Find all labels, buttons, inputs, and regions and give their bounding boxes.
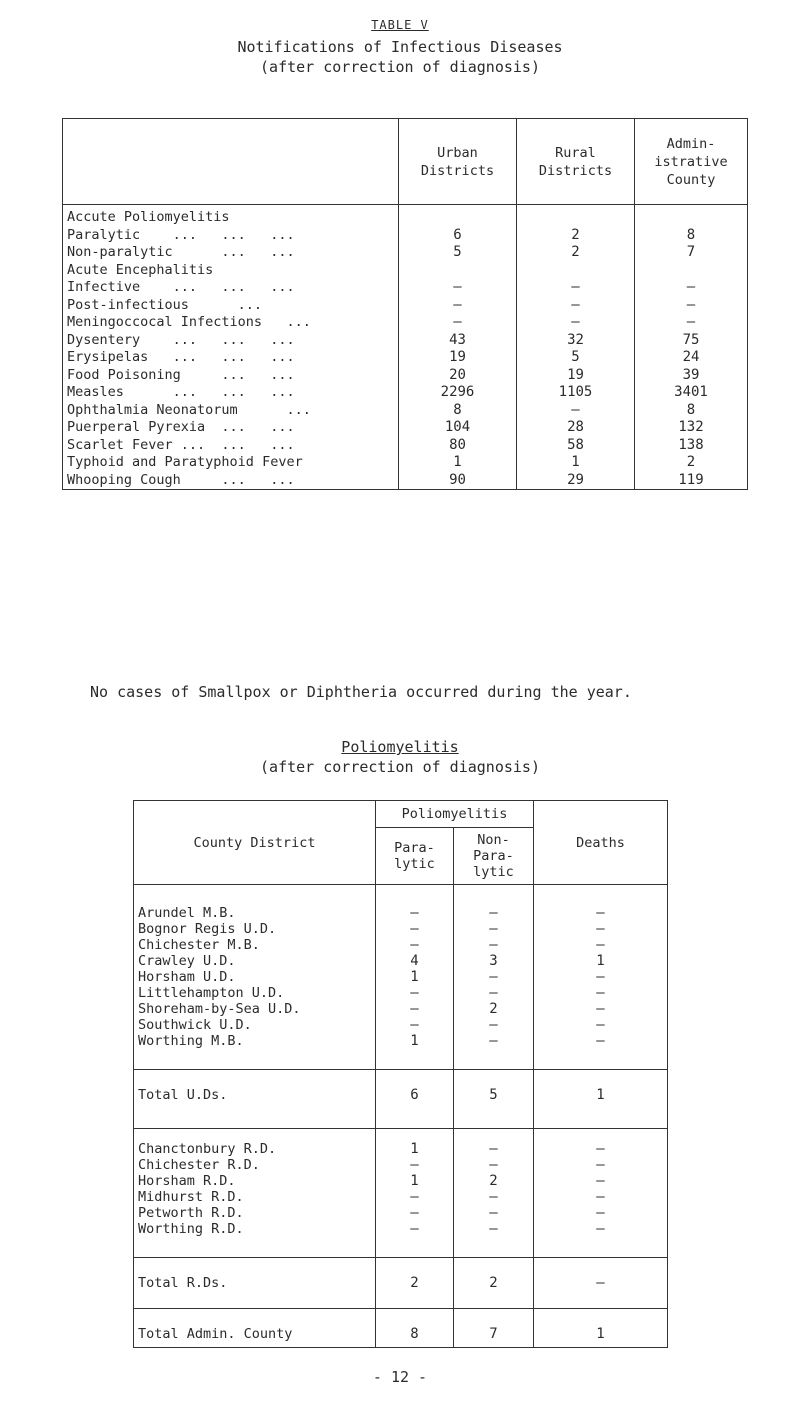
spacer-cell xyxy=(134,1296,376,1309)
district-name: Shoreham-by-Sea U.D. xyxy=(134,1001,376,1017)
rural-count: 5 xyxy=(517,349,635,367)
table-row xyxy=(134,1141,668,1157)
urban-count: 8 xyxy=(399,402,517,420)
paralytic-count: 1 xyxy=(376,1141,454,1157)
disease-name: Accute Poliomyelitis xyxy=(63,205,399,227)
table-row xyxy=(134,937,668,953)
paralytic-count: – xyxy=(376,1221,454,1237)
polio-header-row-1 xyxy=(134,801,668,828)
spacer-cell xyxy=(534,885,668,906)
non-paralytic-count: – xyxy=(454,985,534,1001)
deaths-count: – xyxy=(534,1001,668,1017)
spacer-row xyxy=(134,1237,668,1258)
non-paralytic-count: 5 xyxy=(454,1082,534,1108)
district-name: Bognor Regis U.D. xyxy=(134,921,376,937)
rural-count: 2 xyxy=(517,244,635,262)
rural-count: 29 xyxy=(517,472,635,490)
urban-count xyxy=(399,205,517,227)
disease-name: Paralytic ... ... ... xyxy=(63,227,399,245)
table-label: TABLE V xyxy=(371,18,429,32)
spacer-cell xyxy=(454,1108,534,1129)
deaths-count: 1 xyxy=(534,953,668,969)
spacer-cell xyxy=(376,1070,454,1083)
spacer-cell xyxy=(134,1108,376,1129)
poliomyelitis-group-header: Poliomyelitis xyxy=(376,801,534,828)
rural-count: 28 xyxy=(517,419,635,437)
spacer-cell xyxy=(376,1296,454,1309)
table-row xyxy=(63,332,748,350)
county-district-header: County District xyxy=(134,801,376,885)
paralytic-count: – xyxy=(376,1157,454,1173)
table-row xyxy=(63,205,748,227)
spacer-cell xyxy=(534,1309,668,1322)
table-row xyxy=(134,1173,668,1189)
spacer-row xyxy=(134,1108,668,1129)
urban-count: – xyxy=(399,297,517,315)
spacer-cell xyxy=(376,1049,454,1070)
county-column-header: Admin- istrative County xyxy=(635,119,748,205)
county-count: 24 xyxy=(635,349,748,367)
spacer-row xyxy=(134,1309,668,1322)
district-name: Total Admin. County xyxy=(134,1321,376,1348)
spacer-cell xyxy=(134,1258,376,1271)
paralytic-header: Para- lytic xyxy=(376,828,454,885)
table-row xyxy=(63,244,748,262)
table-row xyxy=(63,419,748,437)
table-row xyxy=(63,437,748,455)
urban-count: 90 xyxy=(399,472,517,490)
county-count: – xyxy=(635,314,748,332)
county-count: 2 xyxy=(635,454,748,472)
county-count: 8 xyxy=(635,402,748,420)
notifications-header-row xyxy=(63,119,748,205)
county-count: 132 xyxy=(635,419,748,437)
table-row xyxy=(134,1189,668,1205)
table-row xyxy=(134,1221,668,1237)
spacer-cell xyxy=(134,1070,376,1083)
spacer-row xyxy=(134,1129,668,1142)
spacer-cell xyxy=(376,1258,454,1271)
rural-count: 32 xyxy=(517,332,635,350)
urban-count: 5 xyxy=(399,244,517,262)
deaths-count: – xyxy=(534,1270,668,1296)
table-row xyxy=(63,402,748,420)
county-count: 75 xyxy=(635,332,748,350)
paralytic-count: 1 xyxy=(376,1173,454,1189)
spacer-cell xyxy=(454,1237,534,1258)
spacer-cell xyxy=(134,1309,376,1322)
spacer-cell xyxy=(134,1237,376,1258)
notifications-table xyxy=(62,118,748,490)
spacer-row xyxy=(134,885,668,906)
table-row xyxy=(63,279,748,297)
district-name: Horsham U.D. xyxy=(134,969,376,985)
disease-name: Dysentery ... ... ... xyxy=(63,332,399,350)
non-paralytic-count: 2 xyxy=(454,1001,534,1017)
deaths-count: – xyxy=(534,985,668,1001)
deaths-count: – xyxy=(534,921,668,937)
urban-count: 20 xyxy=(399,367,517,385)
county-count: – xyxy=(635,279,748,297)
disease-name: Ophthalmia Neonatorum ... xyxy=(63,402,399,420)
disease-name: Typhoid and Paratyphoid Fever xyxy=(63,454,399,472)
disease-name: Erysipelas ... ... ... xyxy=(63,349,399,367)
rural-count: – xyxy=(517,297,635,315)
table-row xyxy=(63,367,748,385)
county-count: 8 xyxy=(635,227,748,245)
table-row xyxy=(63,349,748,367)
paralytic-count: 6 xyxy=(376,1082,454,1108)
spacer-cell xyxy=(454,1129,534,1142)
urban-count: 1 xyxy=(399,454,517,472)
disease-name: Post-infectious ... xyxy=(63,297,399,315)
spacer-cell xyxy=(534,1129,668,1142)
deaths-count: – xyxy=(534,905,668,921)
district-name: Littlehampton U.D. xyxy=(134,985,376,1001)
spacer-cell xyxy=(376,1237,454,1258)
district-name: Total R.Ds. xyxy=(134,1270,376,1296)
table-row xyxy=(134,1157,668,1173)
rural-column-header: Rural Districts xyxy=(517,119,635,205)
rural-count xyxy=(517,205,635,227)
paralytic-count: 8 xyxy=(376,1321,454,1348)
non-paralytic-count: – xyxy=(454,1189,534,1205)
urban-count: 80 xyxy=(399,437,517,455)
district-name: Southwick U.D. xyxy=(134,1017,376,1033)
table-row xyxy=(134,905,668,921)
district-name: Petworth R.D. xyxy=(134,1205,376,1221)
smallpox-note: No cases of Smallpox or Diphtheria occurred during the year. xyxy=(90,683,632,701)
spacer-cell xyxy=(534,1237,668,1258)
deaths-count: 1 xyxy=(534,1082,668,1108)
urban-column-header: Urban Districts xyxy=(399,119,517,205)
district-name: Crawley U.D. xyxy=(134,953,376,969)
table-row xyxy=(63,297,748,315)
rural-count: 58 xyxy=(517,437,635,455)
disease-name: Puerperal Pyrexia ... ... xyxy=(63,419,399,437)
county-count: 7 xyxy=(635,244,748,262)
district-name: Chichester M.B. xyxy=(134,937,376,953)
paralytic-count: 4 xyxy=(376,953,454,969)
spacer-cell xyxy=(534,1296,668,1309)
table-row xyxy=(134,1205,668,1221)
spacer-row xyxy=(134,1049,668,1070)
non-paralytic-count: – xyxy=(454,1033,534,1049)
rural-count: 19 xyxy=(517,367,635,385)
polio-subtitle: (after correction of diagnosis) xyxy=(260,758,540,776)
polio-title: Poliomyelitis xyxy=(341,738,459,756)
deaths-count: 1 xyxy=(534,1321,668,1348)
spacer-cell xyxy=(376,885,454,906)
paralytic-count: – xyxy=(376,985,454,1001)
disease-name: Scarlet Fever ... ... ... xyxy=(63,437,399,455)
total-urban-row xyxy=(134,1082,668,1108)
spacer-cell xyxy=(454,885,534,906)
spacer-cell xyxy=(454,1070,534,1083)
urban-count: – xyxy=(399,279,517,297)
spacer-cell xyxy=(534,1108,668,1129)
urban-count xyxy=(399,262,517,280)
non-paralytic-count: 7 xyxy=(454,1321,534,1348)
non-paralytic-count: 2 xyxy=(454,1173,534,1189)
paralytic-count: – xyxy=(376,1189,454,1205)
deaths-count: – xyxy=(534,969,668,985)
paralytic-count: – xyxy=(376,905,454,921)
disease-name: Measles ... ... ... xyxy=(63,384,399,402)
table-row xyxy=(63,227,748,245)
non-paralytic-count: – xyxy=(454,905,534,921)
district-name: Arundel M.B. xyxy=(134,905,376,921)
spacer-row xyxy=(134,1258,668,1271)
disease-name: Meningoccocal Infections ... xyxy=(63,314,399,332)
non-paralytic-count: – xyxy=(454,937,534,953)
district-name: Midhurst R.D. xyxy=(134,1189,376,1205)
table-row xyxy=(63,314,748,332)
county-count xyxy=(635,205,748,227)
urban-count: 43 xyxy=(399,332,517,350)
disease-name: Whooping Cough ... ... xyxy=(63,472,399,490)
non-paralytic-header: Non- Para- lytic xyxy=(454,828,534,885)
non-paralytic-count: – xyxy=(454,1157,534,1173)
deaths-count: – xyxy=(534,937,668,953)
district-name: Chichester R.D. xyxy=(134,1157,376,1173)
spacer-cell xyxy=(454,1258,534,1271)
spacer-cell xyxy=(376,1108,454,1129)
total-rural-row xyxy=(134,1270,668,1296)
county-count: 3401 xyxy=(635,384,748,402)
spacer-cell xyxy=(454,1296,534,1309)
district-name: Worthing R.D. xyxy=(134,1221,376,1237)
non-paralytic-count: – xyxy=(454,1141,534,1157)
page-title: Notifications of Infectious Diseases xyxy=(237,38,563,56)
deaths-header: Deaths xyxy=(534,801,668,885)
county-count: 138 xyxy=(635,437,748,455)
county-count: 119 xyxy=(635,472,748,490)
non-paralytic-count: 3 xyxy=(454,953,534,969)
district-name: Total U.Ds. xyxy=(134,1082,376,1108)
table-row xyxy=(63,472,748,490)
table-row xyxy=(134,1017,668,1033)
county-count: 39 xyxy=(635,367,748,385)
non-paralytic-count: 2 xyxy=(454,1270,534,1296)
disease-name: Infective ... ... ... xyxy=(63,279,399,297)
district-name: Chanctonbury R.D. xyxy=(134,1141,376,1157)
paralytic-count: – xyxy=(376,1017,454,1033)
urban-count: 2296 xyxy=(399,384,517,402)
non-paralytic-count: – xyxy=(454,1017,534,1033)
disease-name: Acute Encephalitis xyxy=(63,262,399,280)
deaths-count: – xyxy=(534,1033,668,1049)
spacer-cell xyxy=(534,1258,668,1271)
urban-count: 19 xyxy=(399,349,517,367)
non-paralytic-count: – xyxy=(454,921,534,937)
non-paralytic-count: – xyxy=(454,1221,534,1237)
disease-name: Non-paralytic ... ... xyxy=(63,244,399,262)
spacer-cell xyxy=(454,1049,534,1070)
non-paralytic-count: – xyxy=(454,969,534,985)
deaths-count: – xyxy=(534,1205,668,1221)
district-name: Worthing M.B. xyxy=(134,1033,376,1049)
spacer-cell xyxy=(376,1309,454,1322)
table-row xyxy=(134,969,668,985)
spacer-row xyxy=(134,1070,668,1083)
deaths-count: – xyxy=(534,1141,668,1157)
paralytic-count: – xyxy=(376,1205,454,1221)
deaths-count: – xyxy=(534,1017,668,1033)
urban-count: 104 xyxy=(399,419,517,437)
table-row xyxy=(63,384,748,402)
spacer-cell xyxy=(134,885,376,906)
paralytic-count: – xyxy=(376,937,454,953)
spacer-cell xyxy=(376,1129,454,1142)
spacer-cell xyxy=(534,1049,668,1070)
urban-count: 6 xyxy=(399,227,517,245)
page-subtitle: (after correction of diagnosis) xyxy=(260,58,540,76)
paralytic-count: 2 xyxy=(376,1270,454,1296)
table-row xyxy=(134,953,668,969)
paralytic-count: 1 xyxy=(376,969,454,985)
rural-count: – xyxy=(517,279,635,297)
paralytic-count: 1 xyxy=(376,1033,454,1049)
table-row xyxy=(134,985,668,1001)
rural-count: – xyxy=(517,402,635,420)
deaths-count: – xyxy=(534,1157,668,1173)
rural-count: 2 xyxy=(517,227,635,245)
deaths-count: – xyxy=(534,1189,668,1205)
urban-count: – xyxy=(399,314,517,332)
disease-column-header xyxy=(63,119,399,205)
page-header xyxy=(0,18,800,76)
table-row xyxy=(134,1033,668,1049)
county-count xyxy=(635,262,748,280)
spacer-cell xyxy=(134,1129,376,1142)
table-row xyxy=(63,262,748,280)
disease-name: Food Poisoning ... ... xyxy=(63,367,399,385)
polio-header xyxy=(0,738,800,776)
table-row xyxy=(63,454,748,472)
spacer-cell xyxy=(534,1070,668,1083)
paralytic-count: – xyxy=(376,921,454,937)
county-count: – xyxy=(635,297,748,315)
rural-count xyxy=(517,262,635,280)
non-paralytic-count: – xyxy=(454,1205,534,1221)
spacer-row xyxy=(134,1296,668,1309)
poliomyelitis-table xyxy=(133,800,668,1348)
spacer-cell xyxy=(134,1049,376,1070)
paralytic-count: – xyxy=(376,1001,454,1017)
total-county-row xyxy=(134,1321,668,1348)
rural-count: – xyxy=(517,314,635,332)
spacer-cell xyxy=(454,1309,534,1322)
rural-count: 1 xyxy=(517,454,635,472)
district-name: Horsham R.D. xyxy=(134,1173,376,1189)
deaths-count: – xyxy=(534,1221,668,1237)
rural-count: 1105 xyxy=(517,384,635,402)
table-row xyxy=(134,1001,668,1017)
table-row xyxy=(134,921,668,937)
deaths-count: – xyxy=(534,1173,668,1189)
page-number: - 12 - xyxy=(372,1368,428,1386)
